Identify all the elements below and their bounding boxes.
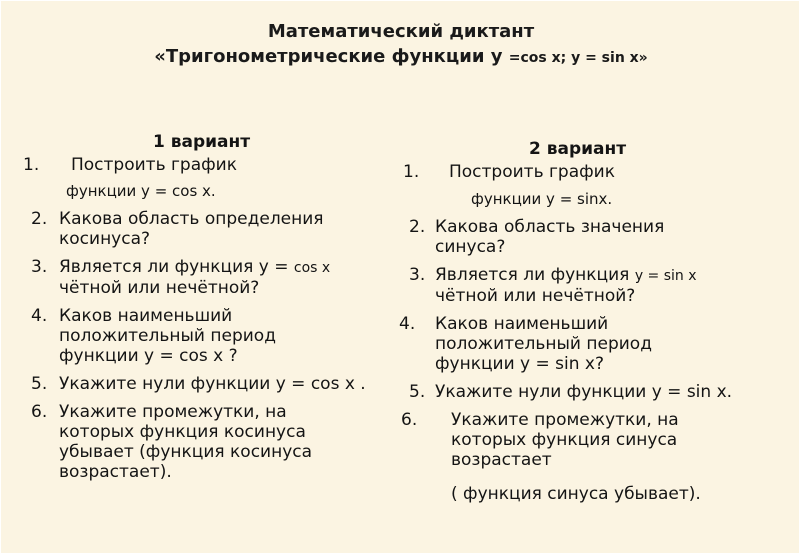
item-text-line-2: функции у = cos x. bbox=[66, 182, 216, 200]
item-text: Укажите нули функции y = sin x. bbox=[435, 382, 733, 402]
variant-1-item-2 bbox=[21, 209, 391, 249]
variant-2-item-2 bbox=[399, 217, 769, 257]
variant-2-item-1 bbox=[399, 162, 769, 209]
variant-2-item-4 bbox=[399, 314, 769, 374]
item-number: 5. bbox=[31, 374, 48, 394]
item-text: Укажите промежутки, на которых функция косинуса убывает (функция косинуса возрастает). bbox=[59, 402, 313, 482]
variant-1-heading: 1 вариант bbox=[153, 132, 251, 152]
item-number: 2. bbox=[31, 209, 48, 229]
variant-2-item-3 bbox=[399, 265, 769, 306]
variant-1-item-5 bbox=[21, 374, 391, 394]
item-number: 1. bbox=[403, 162, 420, 182]
title-line-2-prefix: «Тригонометрические функции у bbox=[154, 46, 509, 67]
item-text bbox=[59, 257, 391, 298]
item-text: Какова область определения косинуса? bbox=[59, 209, 324, 249]
variant-2-heading: 2 вариант bbox=[529, 139, 627, 159]
item-text: Каков наименьший положительный период функции у = cos x ? bbox=[59, 306, 276, 366]
item-text: Какова область значения синуса? bbox=[435, 217, 665, 257]
item-text: Построить график bbox=[449, 162, 615, 182]
item-text-suffix: чётной или нечётной? bbox=[59, 278, 260, 298]
item-text bbox=[435, 265, 769, 306]
item-text: Укажите нули функции у = cos x . bbox=[59, 374, 366, 394]
variant-1-item-3 bbox=[21, 257, 391, 298]
variant-2-item-5 bbox=[399, 382, 769, 402]
item-number: 2. bbox=[409, 217, 426, 237]
item-number: 1. bbox=[23, 155, 40, 175]
item-number: 3. bbox=[31, 257, 48, 277]
item-text-extra: ( функция синуса убывает). bbox=[451, 484, 701, 504]
title-line-2 bbox=[1, 44, 800, 71]
item-text-prefix: Является ли функция у = bbox=[59, 257, 294, 277]
item-text-prefix: Является ли функция bbox=[435, 265, 635, 285]
variant-1-item-1 bbox=[21, 155, 391, 201]
variant-2-item-6 bbox=[399, 410, 769, 504]
item-text-suffix: чётной или нечётной? bbox=[435, 286, 636, 306]
variant-2-column bbox=[399, 138, 769, 512]
item-number: 4. bbox=[31, 306, 48, 326]
item-text: Каков наименьший положительный период функции y = sin x? bbox=[435, 314, 652, 374]
item-text: Построить график bbox=[71, 155, 237, 175]
title-line-1: Математический диктант bbox=[267, 21, 535, 42]
variant-1-item-6 bbox=[21, 402, 391, 482]
item-text: Укажите промежутки, на которых функция синуса возрастает bbox=[451, 410, 679, 470]
item-formula: cos x bbox=[293, 260, 331, 276]
item-number: 6. bbox=[401, 410, 418, 430]
item-formula: y = sin x bbox=[634, 268, 697, 284]
item-number: 4. bbox=[399, 314, 416, 334]
item-text-line-2: функции у = sinx. bbox=[471, 190, 613, 208]
page-title bbox=[1, 19, 800, 71]
item-number: 5. bbox=[409, 382, 426, 402]
variant-1-item-4 bbox=[21, 306, 391, 366]
title-line-2-formula: =cos x; y = sin x» bbox=[508, 50, 648, 66]
item-number: 3. bbox=[409, 265, 426, 285]
variant-1-column bbox=[21, 131, 391, 490]
item-number: 6. bbox=[31, 402, 48, 422]
